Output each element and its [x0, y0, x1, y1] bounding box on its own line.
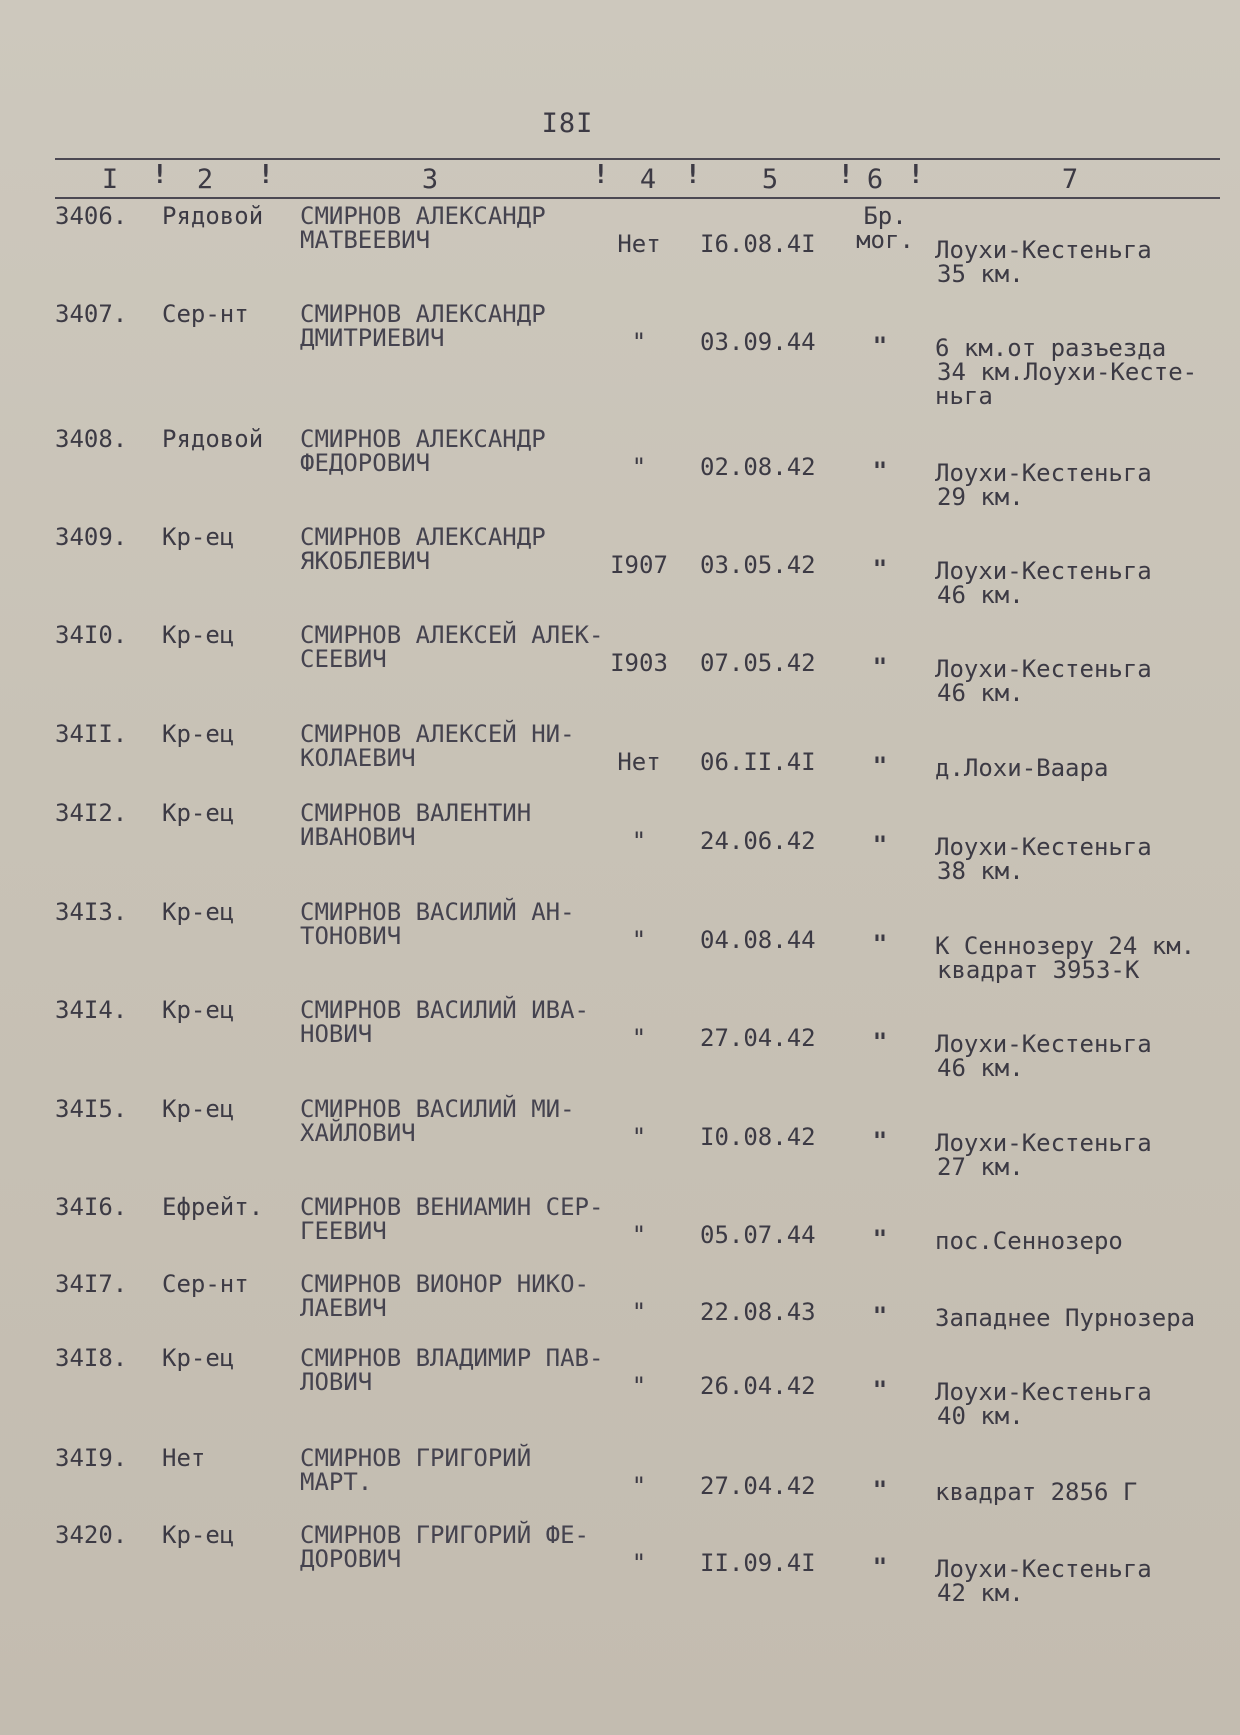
- name-line: КОЛАЕВИЧ: [300, 744, 416, 772]
- burial-type: ": [872, 653, 888, 681]
- full-name: [300, 998, 589, 1046]
- birth-year: ": [631, 453, 647, 481]
- column-header-4: 4: [639, 163, 657, 195]
- death-date: 26.04.42: [700, 1372, 816, 1400]
- record-number: 3420.: [55, 1521, 128, 1549]
- full-name: [300, 1446, 531, 1494]
- burial-place: [935, 461, 1152, 509]
- name-line: ДОРОВИЧ: [300, 1545, 402, 1573]
- rank: Ефрейт.: [162, 1193, 264, 1221]
- name-line: ГЕЕВИЧ: [300, 1217, 387, 1245]
- full-name: [300, 1346, 603, 1394]
- rank: Кр-ец: [162, 898, 235, 926]
- burial-place: [935, 1557, 1152, 1605]
- name-line: ЯКОБЛЕВИЧ: [300, 547, 431, 575]
- place-line: пос.Сеннозеро: [935, 1227, 1123, 1255]
- place-line: 35 км.: [937, 260, 1024, 288]
- rank: Кр-ец: [162, 621, 235, 649]
- header-rule-bottom: [55, 197, 1220, 199]
- place-line: 6 км.от разъезда: [935, 334, 1167, 362]
- full-name: [300, 623, 603, 671]
- burial-type: ": [872, 1127, 888, 1155]
- column-header-2: 2: [196, 163, 214, 195]
- column-separator: !: [258, 160, 274, 190]
- place-line: квадрат 2856 Г: [935, 1478, 1138, 1506]
- record-number: 3406.: [55, 202, 128, 230]
- name-line: ТОНОВИЧ: [300, 922, 402, 950]
- column-separator: !: [593, 160, 609, 190]
- name-line: СМИРНОВ АЛЕКСАНДР: [300, 300, 546, 328]
- place-line: 27 км.: [937, 1153, 1024, 1181]
- burial-type: ": [872, 1302, 888, 1330]
- birth-year: ": [631, 827, 647, 855]
- burial-place: [935, 835, 1152, 883]
- birth-year: Нет: [617, 230, 661, 258]
- place-line: Лоухи-Кестеньга: [935, 1030, 1152, 1058]
- record-number: 3408.: [55, 425, 128, 453]
- record-number: 34I0.: [55, 621, 128, 649]
- burial-place: [935, 657, 1152, 705]
- burial-type: ": [872, 1376, 888, 1404]
- column-header-3: 3: [421, 163, 439, 195]
- place-line: Лоухи-Кестеньга: [935, 655, 1152, 683]
- birth-year: I907: [610, 551, 668, 579]
- column-separator: !: [838, 160, 854, 190]
- rank: Кр-ец: [162, 1521, 235, 1549]
- rank: Кр-ец: [162, 1344, 235, 1372]
- column-header-7: 7: [1061, 163, 1079, 195]
- full-name: [300, 525, 546, 573]
- place-line: Лоухи-Кестеньга: [935, 557, 1152, 585]
- birth-year: I903: [610, 649, 668, 677]
- record-number: 3407.: [55, 300, 128, 328]
- full-name: [300, 900, 575, 948]
- place-line: 46 км.: [937, 581, 1024, 609]
- record-number: 34I4.: [55, 996, 128, 1024]
- birth-year: ": [631, 1024, 647, 1052]
- burial-type: ": [872, 457, 888, 485]
- burial-place: [935, 238, 1152, 286]
- place-line: Лоухи-Кестеньга: [935, 1555, 1152, 1583]
- burial-type: ": [872, 1553, 888, 1581]
- full-name: [300, 1097, 575, 1145]
- place-line: Лоухи-Кестеньга: [935, 1129, 1152, 1157]
- death-date: II.09.4I: [700, 1549, 816, 1577]
- name-line: МАРТ.: [300, 1468, 373, 1496]
- name-line: СМИРНОВ ВАСИЛИЙ МИ-: [300, 1095, 575, 1123]
- full-name: [300, 1195, 603, 1243]
- rank: Кр-ец: [162, 720, 235, 748]
- rank: Рядовой: [162, 202, 264, 230]
- burial-place: [935, 1131, 1152, 1179]
- place-line: 42 км.: [937, 1579, 1024, 1607]
- burial-type: ": [872, 1476, 888, 1504]
- record-number: 34II.: [55, 720, 128, 748]
- birth-year: ": [631, 1123, 647, 1151]
- name-line: СМИРНОВ ГРИГОРИЙ ФЕ-: [300, 1521, 589, 1549]
- death-date: 24.06.42: [700, 827, 816, 855]
- rank: Кр-ец: [162, 996, 235, 1024]
- column-separator: !: [908, 160, 924, 190]
- full-name: [300, 1523, 589, 1571]
- page-number: I8I: [541, 108, 594, 139]
- rank: Кр-ец: [162, 799, 235, 827]
- burial-type: ": [872, 752, 888, 780]
- name-line: НОВИЧ: [300, 1020, 373, 1048]
- place-line: 38 км.: [937, 857, 1024, 885]
- death-date: I6.08.4I: [700, 230, 816, 258]
- birth-year: Нет: [617, 748, 661, 776]
- burial-type: ": [872, 1225, 888, 1253]
- death-date: 03.05.42: [700, 551, 816, 579]
- rank: Сер-нт: [162, 1270, 249, 1298]
- burial-place: [935, 1229, 1123, 1253]
- column-separator: !: [685, 160, 701, 190]
- place-line: квадрат 3953-К: [937, 956, 1140, 984]
- birth-year: ": [631, 1372, 647, 1400]
- name-line: СМИРНОВ ВАСИЛИЙ АН-: [300, 898, 575, 926]
- name-line: СМИРНОВ ВЛАДИМИР ПАВ-: [300, 1344, 604, 1372]
- burial-place: [935, 934, 1195, 982]
- death-date: 22.08.43: [700, 1298, 816, 1326]
- burial-type: ": [872, 1028, 888, 1056]
- burial-place: [935, 559, 1152, 607]
- rank: Рядовой: [162, 425, 264, 453]
- name-line: ХАЙЛОВИЧ: [300, 1119, 416, 1147]
- full-name: [300, 427, 546, 475]
- death-date: 05.07.44: [700, 1221, 816, 1249]
- birth-year: ": [631, 1298, 647, 1326]
- record-number: 34I5.: [55, 1095, 128, 1123]
- burial-line: Бр.: [863, 202, 907, 230]
- name-line: СМИРНОВ ВАСИЛИЙ ИВА-: [300, 996, 589, 1024]
- record-number: 3409.: [55, 523, 128, 551]
- birth-year: ": [631, 1221, 647, 1249]
- record-number: 34I6.: [55, 1193, 128, 1221]
- burial-place: [935, 756, 1108, 780]
- full-name: [300, 722, 575, 770]
- place-line: Лоухи-Кестеньга: [935, 833, 1152, 861]
- burial-place: [935, 336, 1197, 408]
- name-line: ДМИТРИЕВИЧ: [300, 324, 445, 352]
- full-name: [300, 801, 531, 849]
- full-name: [300, 1272, 589, 1320]
- place-line: д.Лохи-Ваара: [935, 754, 1109, 782]
- place-line: 46 км.: [937, 679, 1024, 707]
- name-line: СМИРНОВ АЛЕКСАНДР: [300, 523, 546, 551]
- death-date: 07.05.42: [700, 649, 816, 677]
- full-name: [300, 302, 546, 350]
- death-date: 02.08.42: [700, 453, 816, 481]
- death-date: 27.04.42: [700, 1024, 816, 1052]
- name-line: СЕЕВИЧ: [300, 645, 387, 673]
- place-line: 29 км.: [937, 483, 1024, 511]
- name-line: СМИРНОВ ГРИГОРИЙ: [300, 1444, 532, 1472]
- place-line: Лоухи-Кестеньга: [935, 459, 1152, 487]
- birth-year: ": [631, 328, 647, 356]
- column-header-6: 6: [866, 163, 884, 195]
- burial-place: [935, 1032, 1152, 1080]
- place-line: Лоухи-Кестеньга: [935, 236, 1152, 264]
- name-line: СМИРНОВ АЛЕКСАНДР: [300, 202, 546, 230]
- name-line: ЛАЕВИЧ: [300, 1294, 387, 1322]
- name-line: СМИРНОВ ВЕНИАМИН СЕР-: [300, 1193, 604, 1221]
- place-line: 34 км.Лоухи-Кесте-: [937, 358, 1198, 386]
- column-header-5: 5: [761, 163, 779, 195]
- rank: Нет: [162, 1444, 206, 1472]
- burial-type: ": [872, 332, 888, 360]
- death-date: 03.09.44: [700, 328, 816, 356]
- burial-line: мог.: [856, 226, 914, 254]
- name-line: СМИРНОВ ВИОНОР НИКО-: [300, 1270, 589, 1298]
- death-date: 06.II.4I: [700, 748, 816, 776]
- death-date: 04.08.44: [700, 926, 816, 954]
- place-line: Западнее Пурнозера: [935, 1304, 1196, 1332]
- birth-year: ": [631, 1472, 647, 1500]
- burial-type: [855, 204, 915, 252]
- header-rule-top: [55, 158, 1220, 160]
- name-line: СМИРНОВ АЛЕКСЕЙ НИ-: [300, 720, 575, 748]
- burial-type: ": [872, 555, 888, 583]
- name-line: ФЕДОРОВИЧ: [300, 449, 431, 477]
- burial-place: [935, 1480, 1137, 1504]
- record-number: 34I8.: [55, 1344, 128, 1372]
- place-line: 46 км.: [937, 1054, 1024, 1082]
- death-date: I0.08.42: [700, 1123, 816, 1151]
- burial-type: ": [872, 930, 888, 958]
- place-line: Лоухи-Кестеньга: [935, 1378, 1152, 1406]
- death-date: 27.04.42: [700, 1472, 816, 1500]
- column-separator: !: [152, 160, 168, 190]
- name-line: МАТВЕЕВИЧ: [300, 226, 431, 254]
- name-line: СМИРНОВ ВАЛЕНТИН: [300, 799, 532, 827]
- birth-year: ": [631, 1549, 647, 1577]
- column-header-1: I: [101, 163, 119, 195]
- birth-year: ": [631, 926, 647, 954]
- full-name: [300, 204, 546, 252]
- rank: Сер-нт: [162, 300, 249, 328]
- rank: Кр-ец: [162, 523, 235, 551]
- burial-type: ": [872, 831, 888, 859]
- burial-place: [935, 1306, 1195, 1330]
- name-line: ИВАНОВИЧ: [300, 823, 416, 851]
- place-line: ньга: [935, 382, 993, 410]
- record-number: 34I7.: [55, 1270, 128, 1298]
- name-line: СМИРНОВ АЛЕКСЕЙ АЛЕК-: [300, 621, 604, 649]
- record-number: 34I2.: [55, 799, 128, 827]
- place-line: К Сеннозеру 24 км.: [935, 932, 1196, 960]
- rank: Кр-ец: [162, 1095, 235, 1123]
- burial-place: [935, 1380, 1152, 1428]
- record-number: 34I9.: [55, 1444, 128, 1472]
- name-line: ЛОВИЧ: [300, 1368, 373, 1396]
- place-line: 40 км.: [937, 1402, 1024, 1430]
- record-number: 34I3.: [55, 898, 128, 926]
- name-line: СМИРНОВ АЛЕКСАНДР: [300, 425, 546, 453]
